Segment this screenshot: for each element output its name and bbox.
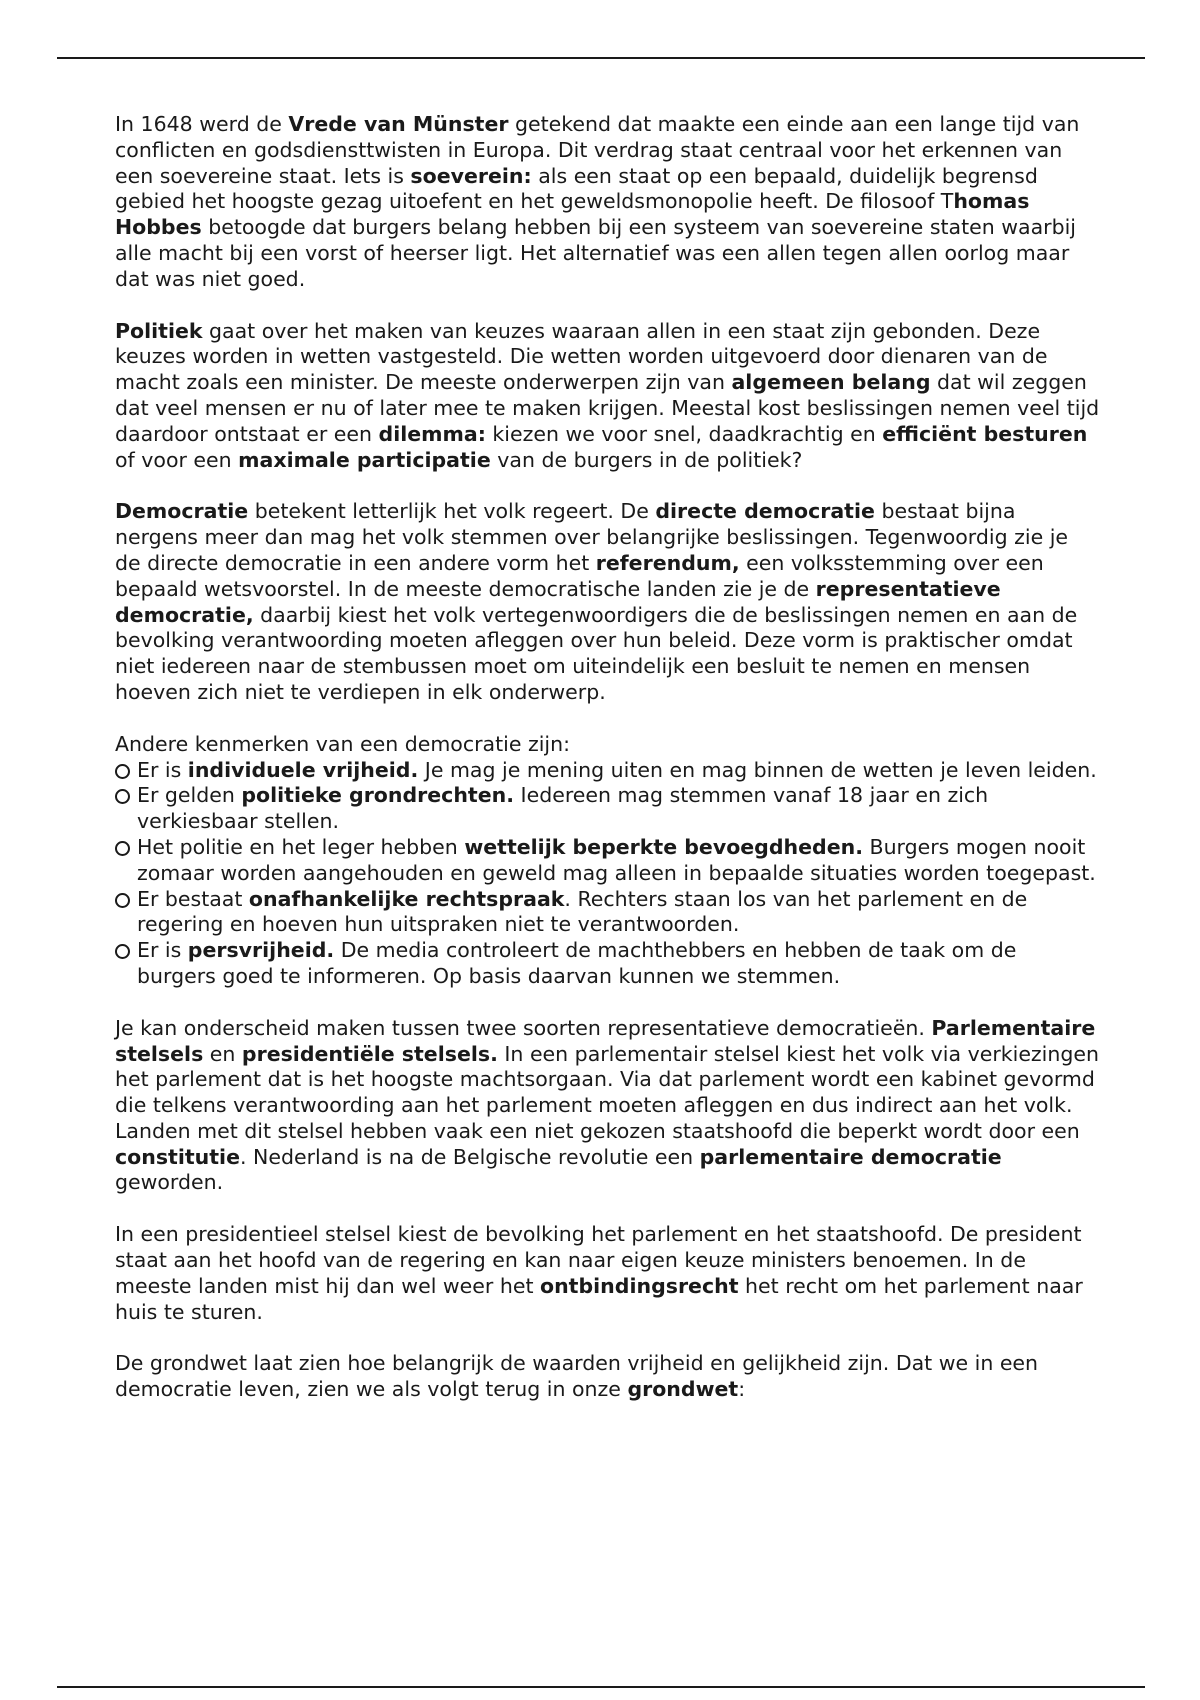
text-run: In een parlementair stelsel kiest het volk via verkiezingen het parlement dat is het hoogste machtsorgaan. Via dat parlement wordt een kabinet gevormd die telkens verantwoording aan het parlement moeten afleggen en dus indirect aan het volk. Landen met dit stelsel hebben vaak een niet gekozen staatshoofd die beperkt wordt door een <box>115 1041 1099 1143</box>
bold-term: maximale participatie <box>238 447 491 472</box>
text-run: In een presidentieel stelsel kiest de bevolking het parlement en het staatshoofd. De president staat aan het hoofd van de regering en kan naar eigen keuze ministers benoemen. In de meeste landen mist hij dan wel weer het <box>115 1222 1082 1298</box>
text-run: of voor een <box>115 447 239 472</box>
bottom-rule <box>57 1686 1145 1688</box>
text-run: Er is <box>137 938 188 963</box>
text-run: een volksstemming over een bepaald wetsvoorstel. In de meeste democratische landen zie je de <box>115 550 1044 601</box>
text-run: kiezen we voor snel, daadkrachtig en <box>485 421 883 446</box>
text-run: : <box>738 1377 746 1402</box>
text-run: als een staat op een bepaald, duidelijk begrensd gebied het hoogste gezag uitoefent en het geweldsmonopolie heeft. De filosoof T <box>115 163 1038 214</box>
bold-term: soeverein: <box>410 163 532 188</box>
document-body <box>115 112 1100 1429</box>
text-run: Iedereen mag stemmen vanaf 18 jaar en zich verkiesbaar stellen. <box>137 783 989 834</box>
list-item <box>115 938 1100 990</box>
list-item <box>115 887 1100 939</box>
text-run: betoogde dat burgers belang hebben bij een systeem van soevereine staten waarbij alle macht bij een vorst of heerser ligt. Het alternatief was een allen tegen allen oorlog maar dat was niet goed. <box>115 215 1076 291</box>
bold-term: Vrede van Münster <box>288 112 509 136</box>
circle-bullet-icon <box>115 893 130 908</box>
text-run: Burgers mogen nooit zomaar worden aangehouden en geweld mag alleen in bepaalde situaties worden toegepast. <box>137 834 1096 885</box>
text-run: Je kan onderscheid maken tussen twee soorten representatieve democratieën. <box>115 1015 932 1040</box>
text-run: . Nederland is na de Belgische revolutie een <box>239 1144 700 1169</box>
text-run: en <box>203 1041 242 1066</box>
list-item <box>115 835 1100 887</box>
paragraph-democratie <box>115 499 1100 705</box>
bold-term: Democratie <box>115 499 249 524</box>
bold-term: onafhankelijke rechtspraak <box>248 886 565 911</box>
circle-bullet-icon <box>115 789 130 804</box>
bold-term: wettelijk beperkte bevoegdheden. <box>464 834 863 859</box>
text-run: In 1648 werd de <box>115 112 289 136</box>
text-run: De media controleert de machthebbers en hebben de taak om de burgers goed te informeren. Op basis daarvan kunnen we stemmen. <box>137 938 1017 988</box>
text-run: gaat over het maken van keuzes waaraan allen in een staat zijn gebonden. Deze keuzes worden in wetten vastgesteld. Die wetten worden uitgevoerd door dienaren van de macht zoals een minister. De meeste onderwerpen zijn van <box>115 318 1048 395</box>
bold-term: grondwet <box>627 1377 739 1402</box>
bold-term: persvrijheid. <box>187 938 335 963</box>
list-intro: Andere kenmerken van een democratie zijn: <box>115 731 571 756</box>
text-run: De grondwet laat zien hoe belangrijk de waarden vrijheid en gelijkheid zijn. Dat we in een democratie leven, zien we als volgt terug in onze <box>115 1351 1039 1402</box>
text-run: Er gelden <box>137 783 242 808</box>
text-run: Je mag je mening uiten en mag binnen de wetten je leven leiden. <box>418 757 1097 782</box>
top-rule <box>57 57 1145 59</box>
list-item <box>115 783 1100 835</box>
text-run: daarbij kiest het volk vertegenwoordigers die de beslissingen nemen en aan de bevolking verantwoording moeten afleggen over hun beleid. Deze vorm is praktischer omdat niet iedereen naar de stembussen moet om uiteindelijk een besluit te nemen en mensen hoeven zich niet te verdiepen in elk onderwerp. <box>115 602 1078 704</box>
bold-term: representatieve democratie, <box>115 576 1001 627</box>
text-run: Het politie en het leger hebben <box>137 834 465 859</box>
bold-term: efficiënt besturen <box>882 421 1088 446</box>
text-run: het recht om het parlement naar huis te sturen. <box>115 1273 1083 1324</box>
bold-term: parlementaire democratie <box>699 1144 1002 1169</box>
text-run: Er is <box>137 757 188 782</box>
circle-bullet-icon <box>115 944 130 959</box>
text-run: . Rechters staan los van het parlement en de regering en hoeven hun uitspraken niet te verantwoorden. <box>137 886 1028 937</box>
bold-term: Parlementaire stelsels <box>115 1015 1096 1066</box>
text-run: betekent letterlijk het volk regeert. De <box>248 499 656 524</box>
paragraph-stelsels <box>115 1016 1100 1197</box>
paragraph-presidentieel <box>115 1222 1100 1325</box>
bold-term: politieke grondrechten. <box>241 783 515 808</box>
bold-term: algemeen belang <box>731 370 931 395</box>
bold-term: presidentiële stelsels. <box>241 1041 498 1066</box>
text-run: dat wil zeggen dat veel mensen er nu of later mee te maken krijgen. Meestal kost beslissingen nemen veel tijd daardoor ontstaat er een <box>115 370 1100 446</box>
text-run: van de burgers in de politiek? <box>490 447 803 472</box>
bold-term: Politiek <box>115 318 203 343</box>
text-run: geworden. <box>115 1170 224 1195</box>
paragraph-vrede-van-munster <box>115 112 1100 293</box>
list-item <box>115 758 1100 784</box>
bold-term: directe democratie <box>655 499 875 524</box>
bold-term: referendum, <box>595 550 740 575</box>
bold-term: individuele vrijheid. <box>187 757 419 782</box>
bold-term: constitutie <box>115 1144 240 1169</box>
kenmerken-list <box>115 758 1100 990</box>
bold-term: dilemma: <box>378 421 486 446</box>
text-run: getekend dat maakte een einde aan een lange tijd van conflicten en godsdiensttwisten in Europa. Dit verdrag staat centraal voor het erkennen van een soevereine staat. Iets is <box>115 112 1080 188</box>
text-run: Er bestaat <box>137 886 249 911</box>
circle-bullet-icon <box>115 841 130 856</box>
text-run: bestaat bijna nergens meer dan mag het volk stemmen over belangrijke beslissingen. Tegenwoordig zie je de directe democratie in een andere vorm het <box>115 499 1068 575</box>
bold-term: homas Hobbes <box>115 189 1030 240</box>
circle-bullet-icon <box>115 764 130 779</box>
bold-term: ontbindingsrecht <box>540 1273 739 1298</box>
paragraph-grondwet <box>115 1351 1100 1403</box>
paragraph-politiek <box>115 319 1100 474</box>
